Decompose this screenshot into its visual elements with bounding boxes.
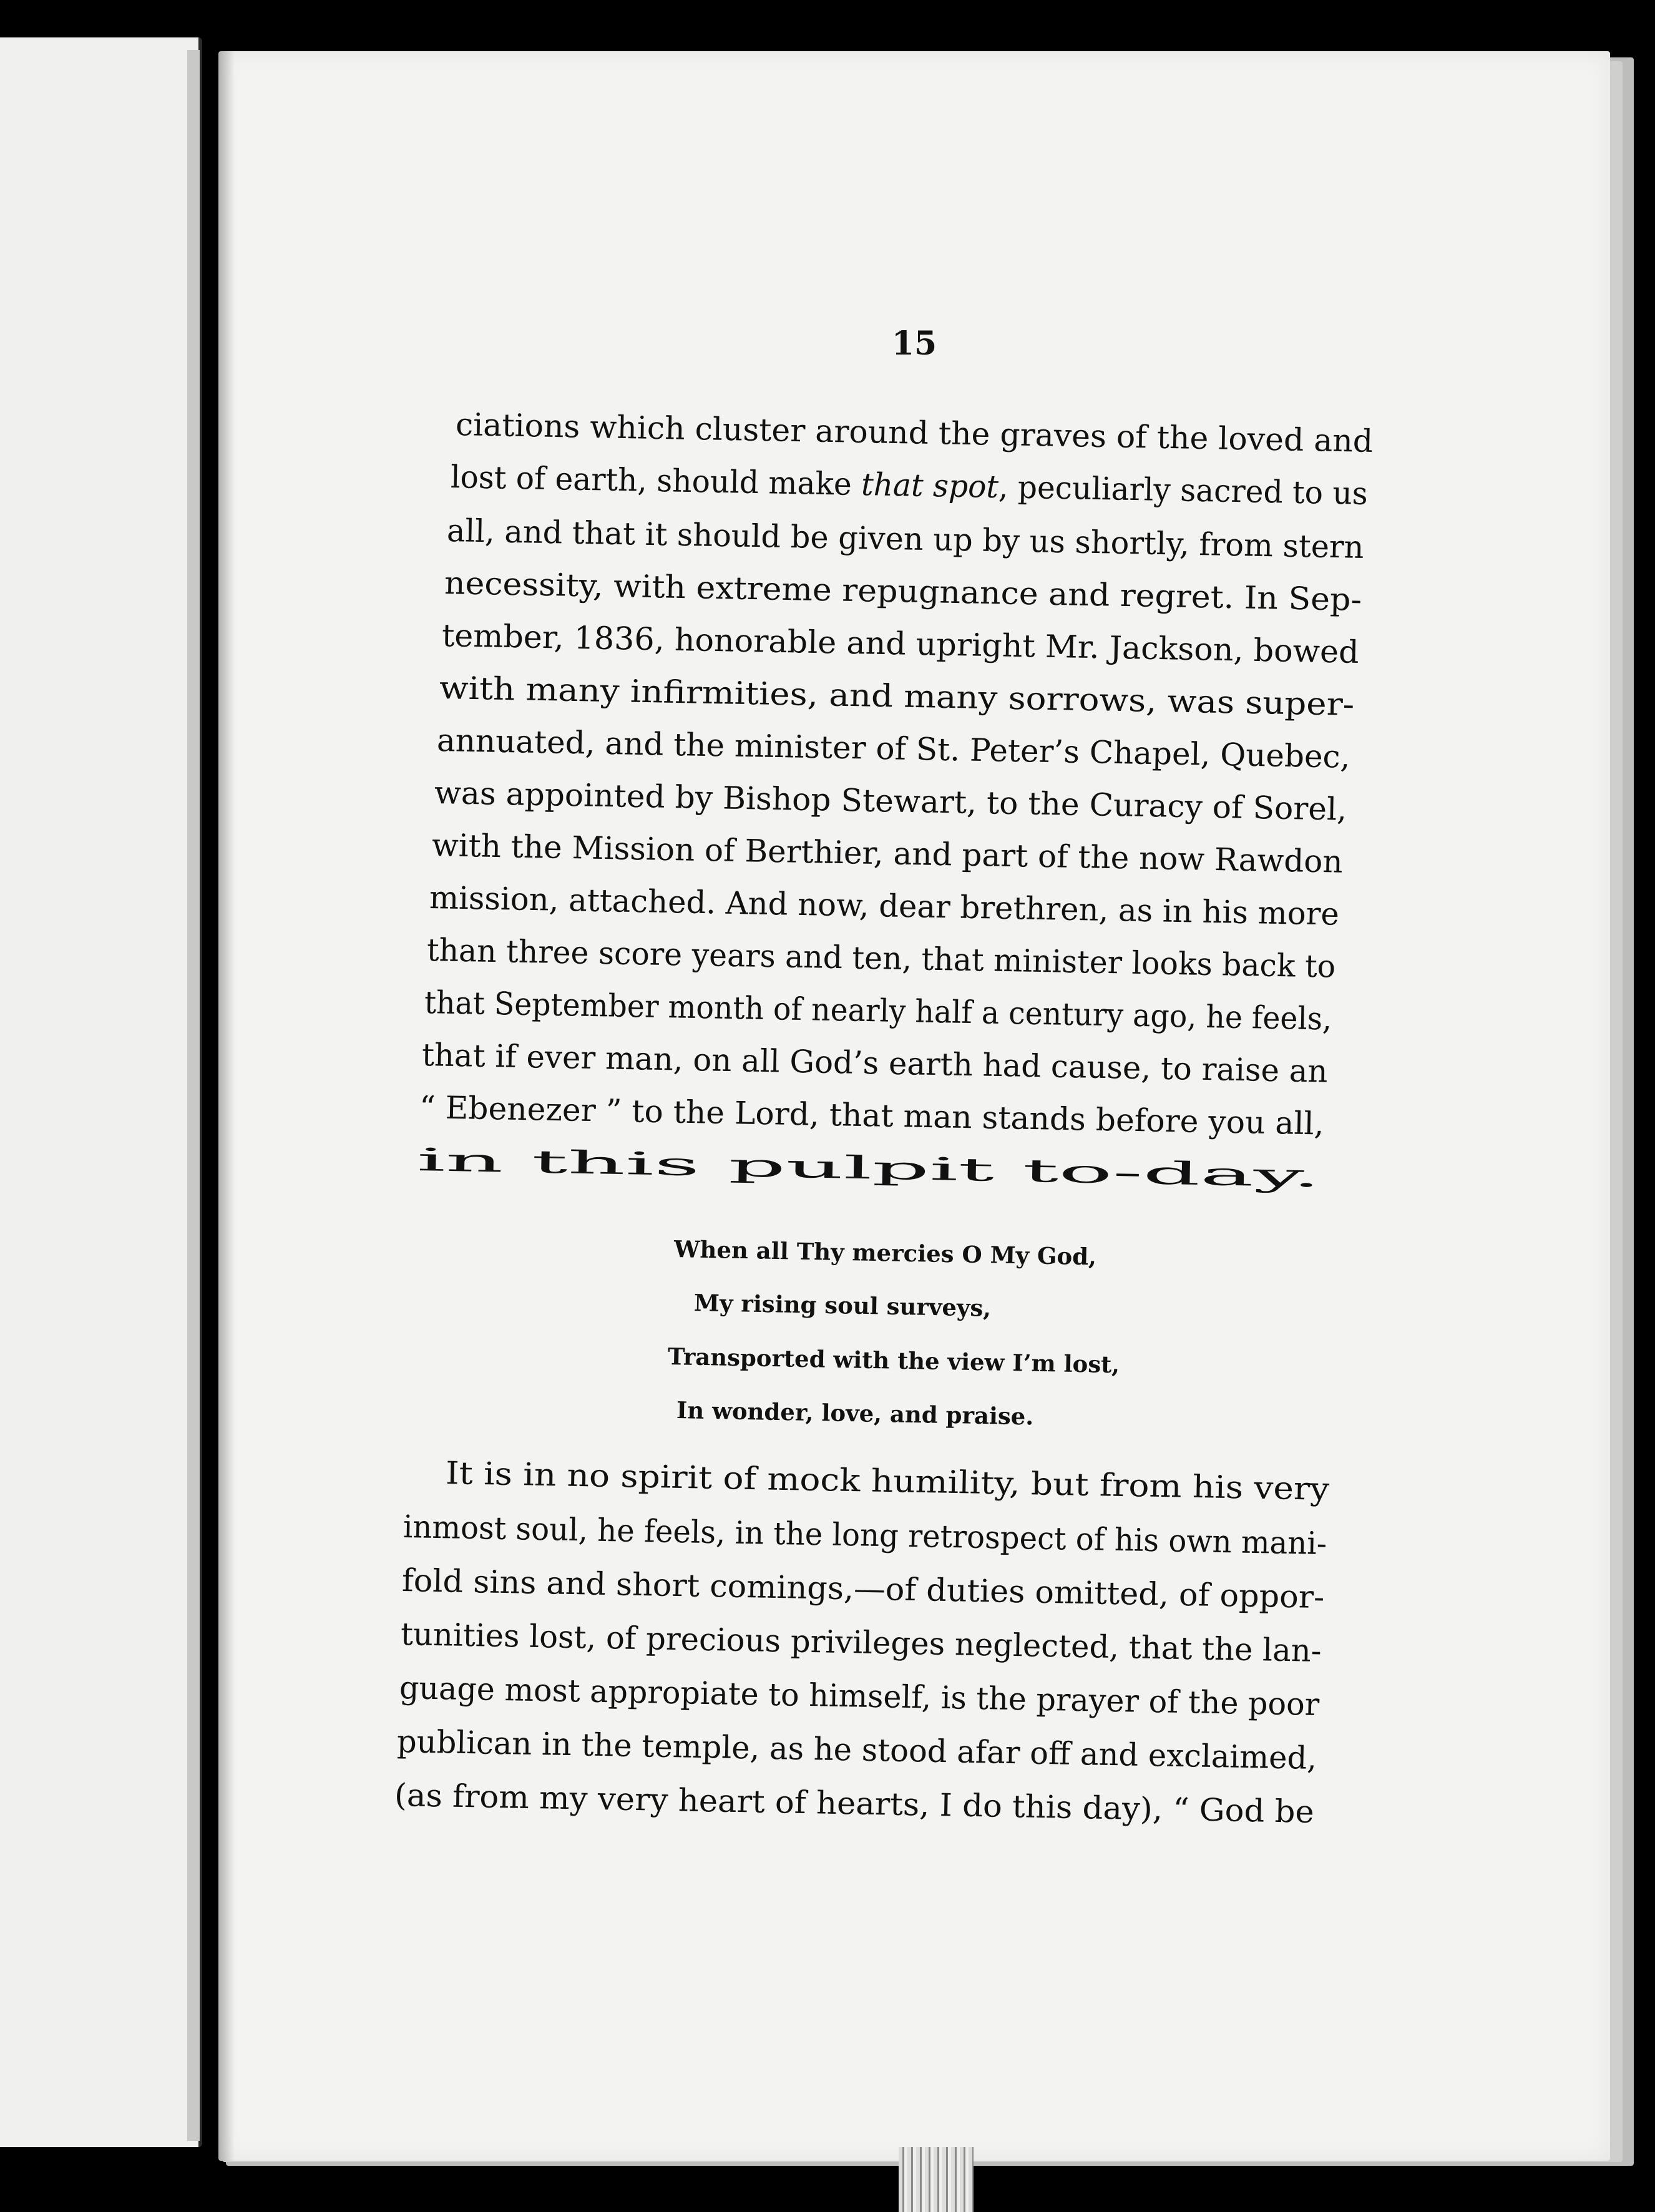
- text-line: [421, 1036, 1328, 1090]
- verse-line: In wonder, love, and praise.: [676, 1396, 1034, 1431]
- line-text: was appointed by Bishop Stewart, to the Curacy of Sorel,: [434, 775, 1347, 828]
- text-line: [436, 722, 1350, 776]
- line-text: in this pulpit to-day.: [416, 1142, 1321, 1195]
- text-line: [419, 1089, 1324, 1143]
- text-line: [434, 774, 1347, 828]
- text-line: [450, 458, 1368, 512]
- line-text: annuated, and the minister of St. Peter’s Chapel, Quebec,: [436, 722, 1350, 775]
- text-line: [399, 1669, 1319, 1723]
- line-text: fold sins and short comings,—of duties omitted, of oppor-: [401, 1562, 1325, 1616]
- line-text: ciations which cluster around the graves of the loved and: [455, 406, 1374, 459]
- text-line: [429, 879, 1339, 933]
- text-line: [403, 1508, 1327, 1562]
- line-text: guage most appropiate to himself, is the prayer of the poor: [399, 1670, 1320, 1723]
- text-line: [439, 669, 1354, 723]
- line-text: It is in no spirit of mock humility, but from his very: [445, 1455, 1330, 1507]
- line-text: lost of earth, should make: [450, 459, 862, 503]
- text-line: [455, 406, 1373, 460]
- line-text: mission, attached. And now, dear brethren, as in his more: [429, 879, 1340, 932]
- line-text: with the Mission of Berthier, and part of the now Rawdon: [431, 827, 1344, 880]
- line-text: all, and that it should be given up by us shortly, from stern: [446, 512, 1364, 565]
- text-line: [394, 1776, 1314, 1831]
- verse-line: Transported with the view I’m lost,: [667, 1343, 1120, 1379]
- line-text: , peculiarly sacred to us: [998, 469, 1369, 512]
- text-line: [424, 984, 1332, 1038]
- text-line: [431, 826, 1343, 881]
- text-line: [446, 512, 1364, 566]
- line-text: than three score years and ten, that minister looks back to: [426, 932, 1336, 985]
- line-text: (as from my very heart of hearts, I do this day), “ God be: [394, 1777, 1315, 1831]
- line-text: tunities lost, of precious privileges neglected, that the lan-: [400, 1616, 1322, 1670]
- italic-emphasis: that spot: [861, 466, 999, 506]
- text-line: [396, 1723, 1317, 1777]
- line-text: “ Ebenezer ” to the Lord, that man stands before you all,: [419, 1089, 1325, 1142]
- line-text: that if ever man, on all God’s earth had cause, to raise an: [421, 1037, 1328, 1090]
- line-text: tember, 1836, honorable and upright Mr. Jackson, bowed: [441, 617, 1360, 670]
- line-text: with many infirmities, and many sorrows, was super-: [439, 670, 1355, 723]
- line-text: publican in the temple, as he stood afar off and exclaimed,: [396, 1723, 1317, 1777]
- text-line: [400, 1615, 1322, 1670]
- line-text: necessity, with extreme repugnance and regret. In Sep-: [444, 565, 1362, 618]
- verse-line: My rising soul surveys,: [693, 1289, 992, 1322]
- page-number: 15: [891, 325, 937, 363]
- line-text: that September month of nearly half a century ago, he feels,: [424, 984, 1332, 1037]
- text-line: [444, 564, 1362, 619]
- text-line: [426, 931, 1335, 986]
- text-line: [401, 1562, 1324, 1616]
- verse-line: When all Thy mercies O My God,: [673, 1235, 1097, 1271]
- text-line: [441, 617, 1359, 671]
- text-line: [445, 1454, 1329, 1508]
- line-text: inmost soul, he feels, in the long retrospect of his own mani-: [403, 1509, 1327, 1562]
- text-line: [416, 1141, 1321, 1195]
